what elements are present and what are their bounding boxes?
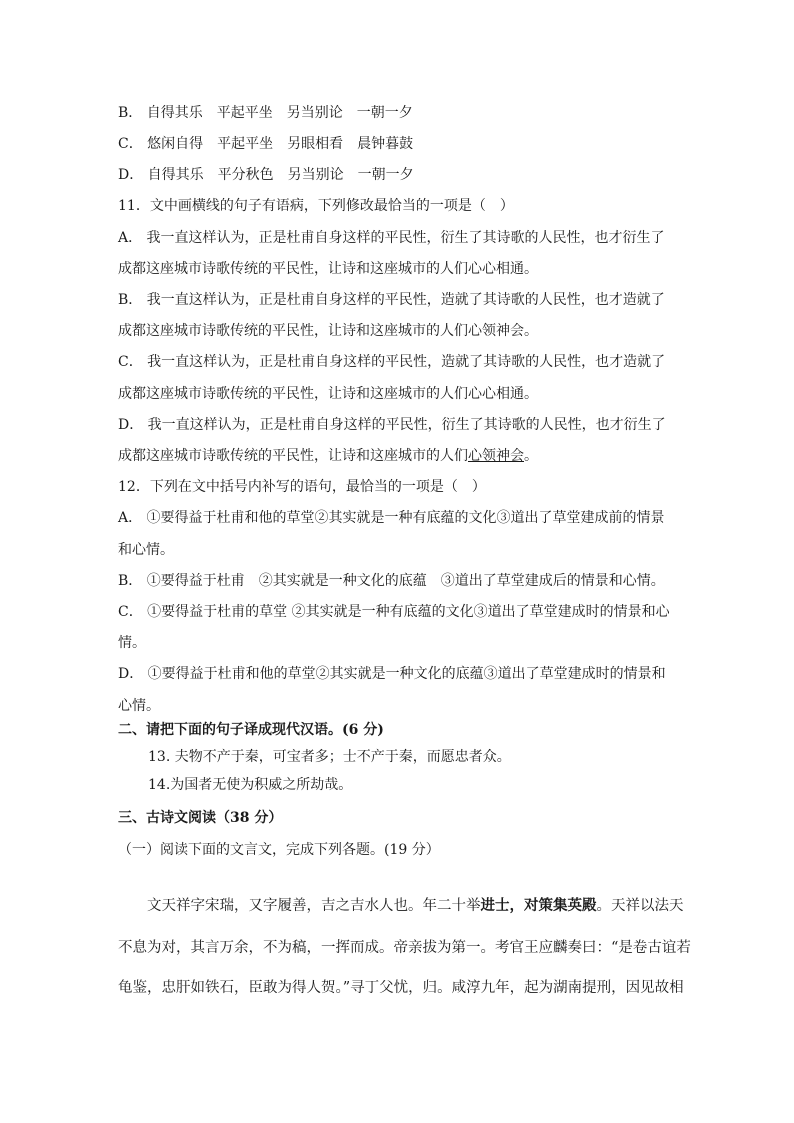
q11-option-c-line1: C． 我一直这样认为，正是杜甫自身这样的平民性，造就了其诗歌的人民性，也才造就了	[118, 354, 666, 370]
section3-subheading: （一）阅读下面的文言文，完成下列各题。(19 分）	[118, 842, 440, 858]
q11-option-d-line2-text: 成都这座城市诗歌传统的平民性，让诗和这座城市的人们	[118, 448, 468, 464]
section2-heading: 二、请把下面的句子译成现代汉语。(6 分)	[118, 722, 384, 738]
passage-line-1-pre: 文天祥字宋瑞，又字履善，吉之吉水人也。年二十举	[118, 898, 481, 914]
q12-stem: 12．下列在文中括号内补写的语句，最恰当的一项是（ ）	[118, 479, 486, 495]
q13-sentence: 13. 夫物不产于秦，可宝者多；士不产于秦，而愿忠者众。	[148, 749, 511, 765]
q11-option-d-line1: D． 我一直这样认为，正是杜甫自身这样的平民性，衍生了其诗歌的人民性，也才衍生了	[118, 417, 666, 433]
q11-option-d-line2	[118, 447, 538, 465]
q11-option-a-line2: 成都这座城市诗歌传统的平民性，让诗和这座城市的人们心心相通。	[118, 261, 538, 277]
section3-heading: 三、古诗文阅读（38 分）	[118, 810, 283, 826]
q11-option-c-line2: 成都这座城市诗歌传统的平民性，让诗和这座城市的人们心心相通。	[118, 386, 538, 402]
q12-option-a-line1: A． ①要得益于杜甫和他的草堂②其实就是一种有底蕴的文化③道出了草堂建成前的情景	[118, 510, 665, 526]
passage-line-1-post: 。天祥以法天	[596, 898, 684, 914]
passage-bold-phrase: 进士，对策集英殿	[480, 897, 597, 914]
q10-option-c: C． 悠闲自得 平起平坐 另眼相看 晨钟暮鼓	[118, 136, 414, 152]
passage-line-1	[118, 897, 684, 915]
q11-stem: 11．文中画横线的句子有语病，下列修改最恰当的一项是（ ）	[118, 198, 514, 214]
q10-option-b: B． 自得其乐 平起平坐 另当别论 一朝一夕	[118, 105, 413, 121]
q11-option-a-line1: A． 我一直这样认为，正是杜甫自身这样的平民性，衍生了其诗歌的人民性，也才衍生了	[118, 230, 665, 246]
q10-option-d: D． 自得其乐 平分秋色 另当别论 一朝一夕	[118, 167, 414, 183]
q14-sentence: 14.为国者无使为积威之所劫哉。	[148, 777, 353, 793]
q12-option-c-line1: C． ①要得益于杜甫的草堂 ②其实就是一种有底蕴的文化③道出了草堂建成时的情景和心	[118, 604, 670, 620]
q11-option-b-line1: B． 我一直这样认为，正是杜甫自身这样的平民性，造就了其诗歌的人民性，也才造就了	[118, 292, 665, 308]
q12-option-a-line2: 和心情。	[118, 542, 174, 558]
q11-option-b-line2: 成都这座城市诗歌传统的平民性，让诗和这座城市的人们心领神会。	[118, 323, 538, 339]
q11-option-d-line2-end: 。	[524, 448, 538, 464]
q12-option-c-line2: 情。	[118, 635, 146, 651]
q12-option-d-line2: 心情。	[118, 698, 160, 714]
passage-line-2: 不息为对，其言万余，不为稿，一挥而成。帝亲拔为第一。考官王应麟奏曰：“是卷古谊若	[118, 940, 691, 956]
underlined-phrase: 心领神会	[468, 448, 524, 464]
q12-option-b-line1: B． ①要得益于杜甫 ②其实就是一种文化的底蕴 ③道出了草堂建成后的情景和心情。	[118, 573, 665, 589]
q12-option-d-line1: D． ①要得益于杜甫和他的草堂②其实就是一种文化的底蕴③道出了草堂建成时的情景和	[118, 666, 666, 682]
passage-line-3: 龟鉴，忠肝如铁石，臣敢为得人贺。”寻丁父忧，归。咸淳九年，起为湖南提刑，因见故相	[118, 980, 684, 996]
